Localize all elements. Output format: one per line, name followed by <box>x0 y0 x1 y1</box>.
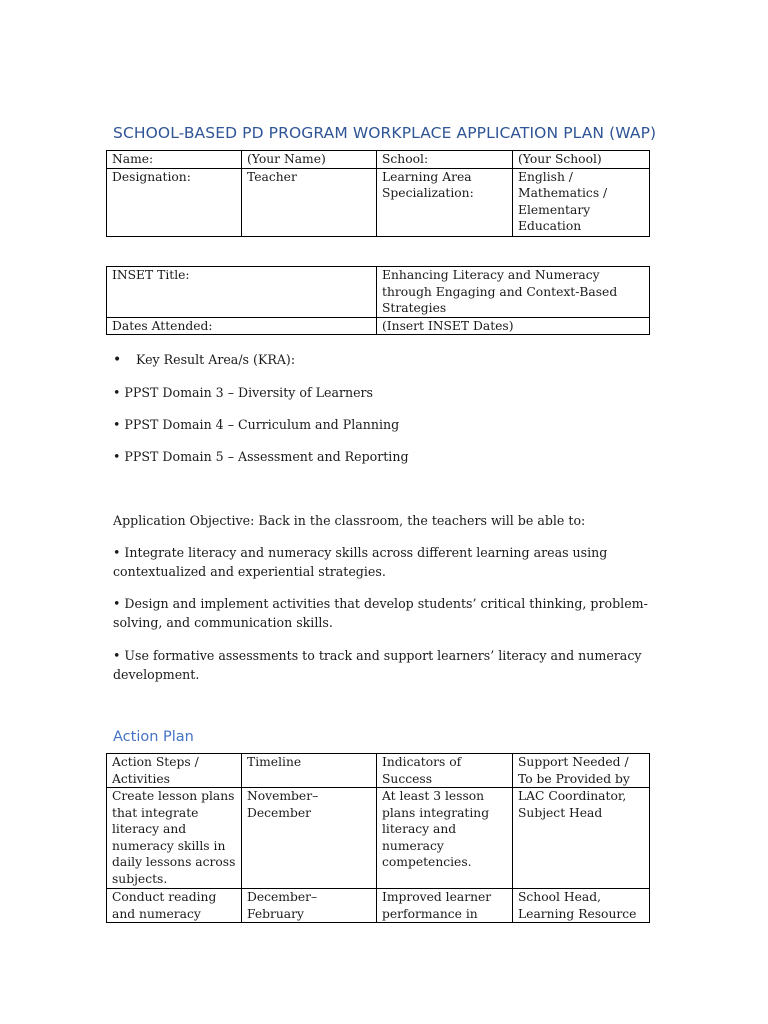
table-row <box>107 317 650 335</box>
table-cell: November–December <box>242 788 377 889</box>
kra-item: • PPST Domain 5 – Assessment and Reporting <box>113 449 409 464</box>
column-header: Timeline <box>242 754 377 788</box>
dates-attended-value: (Insert INSET Dates) <box>377 317 650 335</box>
action-plan-heading: Action Plan <box>113 729 194 745</box>
column-header: Support Needed / To be Provided by <box>513 754 650 788</box>
objective-item: • Use formative assessments to track and support learners’ literacy and numeracy development. <box>113 648 642 682</box>
bullet-icon: • <box>113 352 122 368</box>
school-label: School: <box>377 151 513 169</box>
column-header: Action Steps / Activities <box>107 754 242 788</box>
name-label: Name: <box>107 151 242 169</box>
inset-title-label: INSET Title: <box>107 267 377 318</box>
school-value: (Your School) <box>513 151 650 169</box>
specialization-value: English / Mathematics / Elementary Education <box>513 168 650 236</box>
kra-heading: Key Result Area/s (KRA): <box>136 352 296 367</box>
table-row <box>107 889 650 923</box>
table-header-row <box>107 754 650 788</box>
table-cell: Conduct reading and numeracy <box>107 889 242 923</box>
dates-attended-label: Dates Attended: <box>107 317 377 335</box>
table-row <box>107 788 650 889</box>
kra-item: • PPST Domain 3 – Diversity of Learners <box>113 385 374 400</box>
table-cell: LAC Coordinator, Subject Head <box>513 788 650 889</box>
table-row <box>107 151 650 169</box>
table-row <box>107 168 650 236</box>
objective-item: • Integrate literacy and numeracy skills across different learning areas using contextualized and experiential strategies. <box>113 545 608 579</box>
table-cell: Create lesson plans that integrate literacy and numeracy skills in daily lessons across subjects. <box>107 788 242 889</box>
action-plan-table <box>106 753 650 923</box>
objective-item: • Design and implement activities that develop students’ critical thinking, problem-solving, and communication skills. <box>113 596 648 630</box>
teacher-info-table <box>106 150 650 237</box>
table-row <box>107 267 650 318</box>
table-cell: Improved learner performance in <box>377 889 513 923</box>
column-header: Indicators of Success <box>377 754 513 788</box>
designation-value: Teacher <box>242 168 377 236</box>
kra-item: • PPST Domain 4 – Curriculum and Planning <box>113 417 400 432</box>
table-cell: December–February <box>242 889 377 923</box>
kra-heading-row <box>113 352 295 368</box>
table-cell: School Head, Learning Resource <box>513 889 650 923</box>
inset-table <box>106 266 650 335</box>
specialization-label: Learning Area Specialization: <box>377 168 513 236</box>
objective-intro: Application Objective: Back in the classroom, the teachers will be able to: <box>113 513 586 528</box>
table-cell: At least 3 lesson plans integrating literacy and numeracy competencies. <box>377 788 513 889</box>
designation-label: Designation: <box>107 168 242 236</box>
inset-title-value: Enhancing Literacy and Numeracy through Engaging and Context-Based Strategies <box>377 267 650 318</box>
document-title: SCHOOL-BASED PD PROGRAM WORKPLACE APPLICATION PLAN (WAP) <box>113 124 657 142</box>
name-value: (Your Name) <box>242 151 377 169</box>
